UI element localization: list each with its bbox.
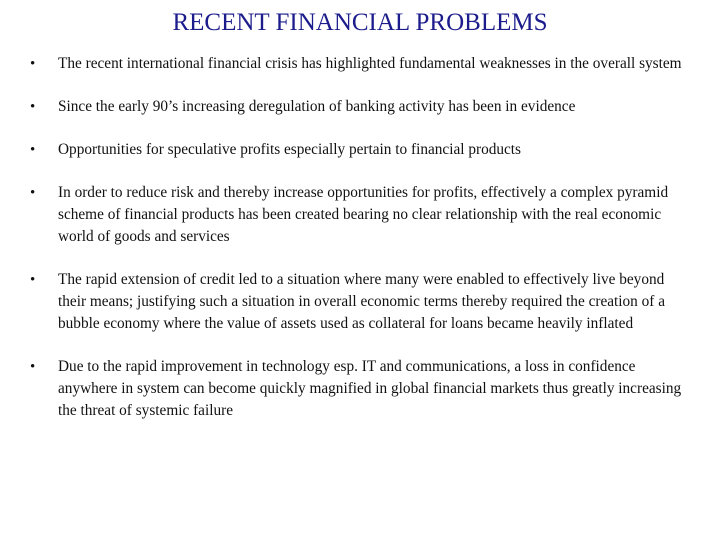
bullet-item xyxy=(30,356,696,422)
bullet-marker: • xyxy=(30,359,36,375)
bullet-item xyxy=(30,96,696,118)
bullet-item xyxy=(30,139,696,161)
bullet-item xyxy=(30,53,696,75)
bullet-item xyxy=(30,182,696,248)
bullet-marker: • xyxy=(30,272,36,288)
bullet-text: The rapid extension of credit led to a situation where many were enabled to effectively live beyond their means; justifying such a situation in overall economic terms thereby required the creation of a bubble economy where the value of assets used as collateral for loans became heavily inflated xyxy=(58,271,666,332)
bullet-text: In order to reduce risk and thereby increase opportunities for profits, effectively a complex pyramid scheme of financial products has been created bearing no clear relationship with the real economic world of goods and services xyxy=(58,184,669,245)
bullet-marker: • xyxy=(30,56,36,72)
slide-title: RECENT FINANCIAL PROBLEMS xyxy=(172,9,548,36)
bullet-item xyxy=(30,269,696,335)
bullet-text: Due to the rapid improvement in technology esp. IT and communications, a loss in confidence anywhere in system can become quickly magnified in global financial markets thus greatly increasing the threat of systemic failure xyxy=(58,358,682,419)
bullet-marker: • xyxy=(30,185,36,201)
bullet-list xyxy=(30,53,696,422)
bullet-text: Since the early 90’s increasing deregulation of banking activity has been in evidence xyxy=(58,98,576,115)
bullet-text: The recent international financial crisis has highlighted fundamental weaknesses in the overall system xyxy=(58,55,682,72)
bullet-text: Opportunities for speculative profits especially pertain to financial products xyxy=(58,141,522,158)
bullet-marker: • xyxy=(30,99,36,115)
bullet-marker: • xyxy=(30,142,36,158)
